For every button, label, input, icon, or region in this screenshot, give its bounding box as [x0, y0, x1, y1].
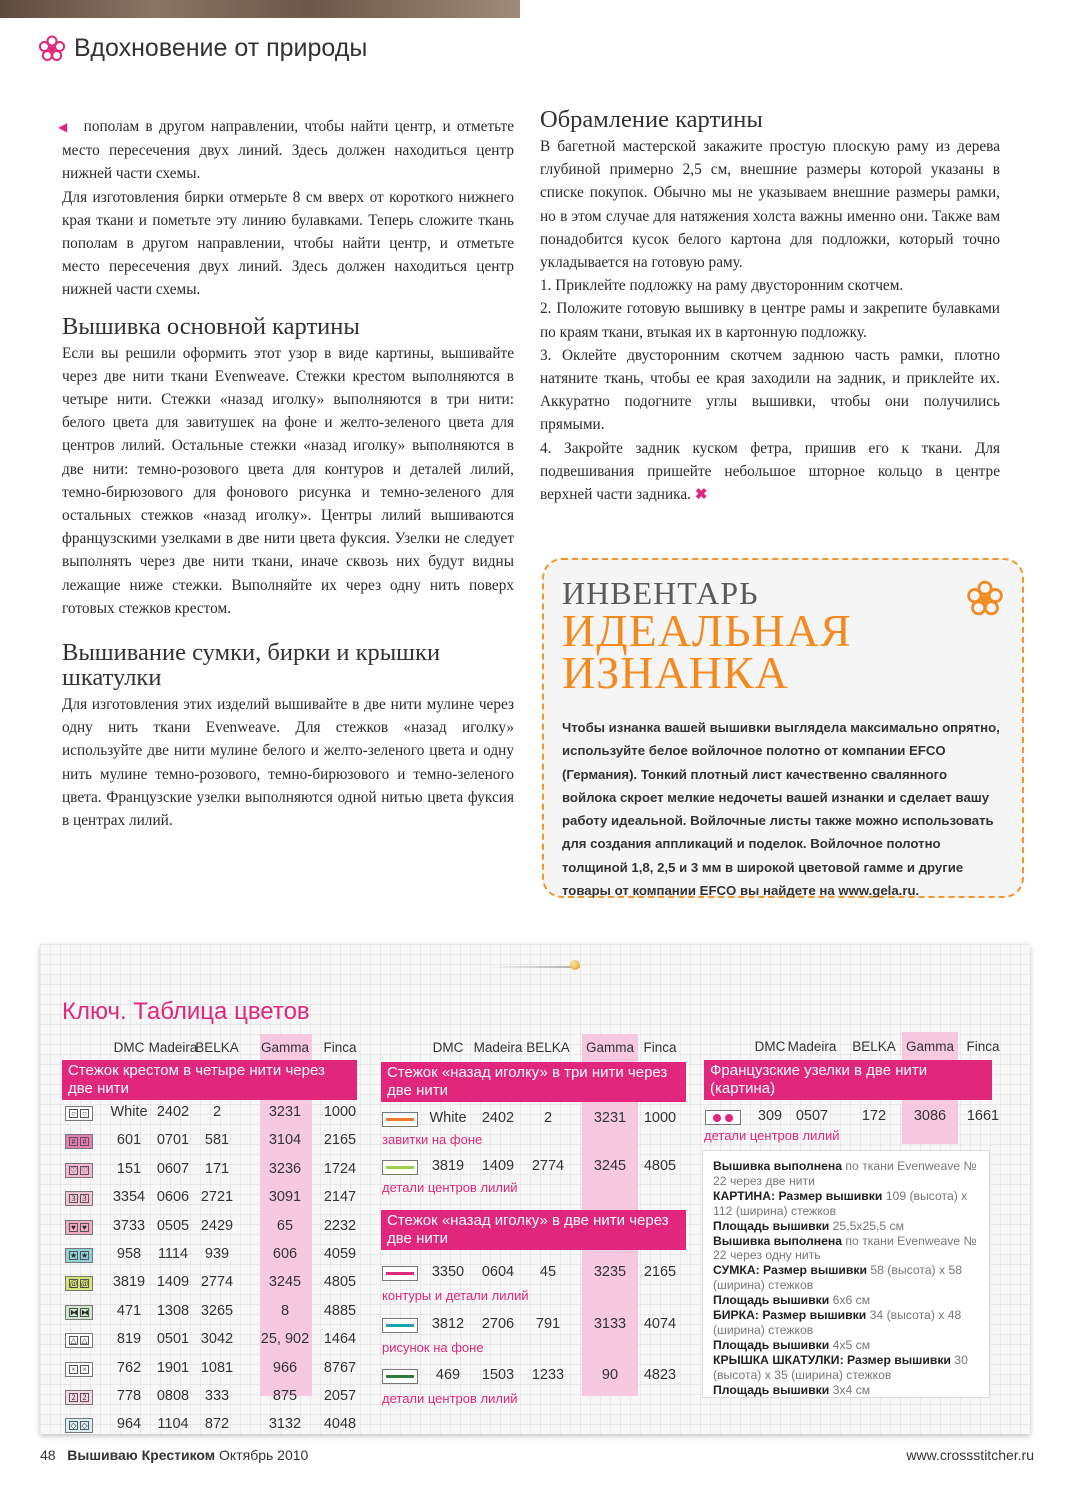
column-header-finca: Finca — [966, 1039, 1000, 1054]
paragraph-main-picture: Если вы решили оформить этот узор в виде картины, вышивайте через две нити ткани Evenweave. Стежки крестом выполняются в четыре нити. Стежки «назад иголку» выполняются в три нити: белого цвета для завитушек на фоне и желто-зеленого цвета для центров лилий. Остальные стежки «назад иголку» выполняются в две нити: темно-розового цвета для контуров и деталей лилий, темно-бирюзового для фонового рисунка и темно-зеленого для остальных стежков «назад иголку». Центры лилий вышиваются французскими узелками в две нити цвета фуксия. Узелки не следует выполнять через две нити ткани, иначе сквозь них будут видны лежащие ниже стежки. Выполняйте их через одну нить поверх готовых стежков крестом. — [62, 344, 514, 617]
cross-cell: 872 — [204, 1416, 230, 1433]
cross-cell: 3104 — [268, 1132, 302, 1149]
backstitch-cell: 0604 — [481, 1264, 515, 1280]
cross-cell: 8767 — [323, 1359, 357, 1376]
symbol-icon — [65, 1333, 93, 1348]
cross-cell: 4048 — [323, 1416, 357, 1433]
cross-stitch-header: Стежок крестом в четыре нити через две нити — [62, 1060, 357, 1100]
thread-line-icon — [382, 1318, 418, 1333]
symbol-icon — [65, 1220, 93, 1235]
column-header-gamma: Gamma — [905, 1039, 954, 1054]
symbol-glyph: 3 — [80, 1194, 89, 1203]
issue-date: Октябрь 2010 — [219, 1447, 309, 1463]
cross-cell: 3042 — [200, 1331, 234, 1348]
symbol-glyph: ★ — [70, 1251, 78, 1260]
symbol-glyph: ◇ — [70, 1421, 77, 1431]
french-cell: 1661 — [966, 1108, 1000, 1124]
symbol-glyph: 2 — [69, 1393, 78, 1402]
backstitch-cell: 4074 — [643, 1315, 677, 1332]
triangle-continue-icon: ◀ — [58, 120, 70, 134]
cross-cell: 0505 — [156, 1217, 190, 1234]
column-header-belka: BELKA — [526, 1040, 570, 1055]
symbol-icon — [65, 1362, 93, 1377]
backstitch-cell: 3819 — [431, 1158, 465, 1174]
section-title: Вдохновение от природы — [74, 34, 368, 62]
column-header-gamma: Gamma — [585, 1040, 634, 1055]
backstitch-cell: 3231 — [593, 1110, 627, 1126]
backstitch-3-header: Стежок «назад иголку» в три нити через две нити — [381, 1062, 686, 1102]
symbol-icon — [65, 1106, 93, 1121]
symbol-glyph: ⧓ — [70, 1307, 78, 1317]
column-header-madeira: Madeira — [148, 1040, 198, 1055]
column-header-finca: Finca — [323, 1040, 357, 1055]
backstitch-cell: 2165 — [643, 1264, 677, 1280]
section-header — [38, 34, 367, 63]
backstitch-cell: 3812 — [431, 1315, 465, 1332]
column-header-gamma: Gamma — [260, 1040, 309, 1055]
cross-cell: 3819 — [112, 1274, 146, 1291]
key-title: Ключ. Таблица цветов — [62, 998, 310, 1025]
cross-cell: 3236 — [268, 1160, 302, 1177]
usage-note: рисунок на фоне — [382, 1339, 484, 1355]
backstitch-cell: 1233 — [531, 1367, 565, 1383]
symbol-icon — [65, 1305, 93, 1320]
cross-cell: 0701 — [156, 1132, 190, 1149]
step-2: 2. Положите готовую вышивку в центре рамы и закрепите булавками по краям ткани, втыкая их в картонную подложку. — [540, 300, 1000, 341]
cross-cell: 2057 — [323, 1388, 357, 1404]
cross-cell: 0808 — [156, 1388, 190, 1404]
step-1: 1. Приклейте подложку на раму двусторонним скотчем. — [540, 277, 904, 295]
backstitch-cell: 2402 — [481, 1110, 515, 1126]
cross-cell: 581 — [204, 1132, 230, 1149]
cross-cell: 2 — [212, 1104, 222, 1120]
inventory-kicker: ИНВЕНТАРЬ — [562, 575, 759, 611]
paragraph-framing: В багетной мастерской закажите простую плоскую раму из дерева глубиной примерно 2,5 см, внешние размеры которой указаны в списке покупок. Обычно мы не указываем внешние размеры рамки, но в этом случае для натяжения холста важны именно они. Также вам понадобится кусок белого картона для подложки, который точно укладывается на готовую раму. — [540, 138, 1000, 272]
thread-line — [386, 1118, 414, 1121]
cross-cell: 0606 — [156, 1189, 190, 1206]
cross-cell: 2165 — [323, 1132, 357, 1149]
cross-cell: 1308 — [156, 1302, 190, 1319]
cross-cell: 8 — [280, 1302, 290, 1319]
thread-line-icon — [382, 1266, 418, 1281]
cross-cell: 966 — [272, 1359, 298, 1376]
backstitch-cell: 4823 — [643, 1367, 677, 1383]
symbol-icon — [65, 1248, 93, 1263]
usage-note: завитки на фоне — [382, 1132, 483, 1147]
symbol-glyph: ★ — [81, 1251, 89, 1260]
cross-cell: 4805 — [323, 1274, 357, 1291]
cross-cell: 25, 902 — [260, 1331, 310, 1348]
cross-end-icon: ✖ — [694, 487, 708, 504]
pin-icon — [490, 966, 580, 968]
cross-cell: 333 — [204, 1388, 230, 1404]
usage-note: контуры и детали лилий — [382, 1288, 529, 1303]
symbol-glyph: ◇ — [81, 1421, 88, 1431]
symbol-glyph: ♥ — [69, 1223, 78, 1232]
backstitch-cell: 2706 — [481, 1315, 515, 1332]
backstitch-cell: 3350 — [431, 1264, 465, 1280]
column-header-dmc: DMC — [754, 1039, 786, 1054]
cross-cell: 1081 — [200, 1359, 234, 1376]
symbol-icon — [65, 1418, 93, 1433]
symbol-glyph: 3 — [69, 1194, 78, 1203]
backstitch-cell: 3235 — [593, 1264, 627, 1280]
french-cell: 0507 — [795, 1108, 829, 1124]
heading-bag: Вышивание сумки, бирки и крышки шкатулки — [62, 639, 441, 692]
inventory-box — [542, 558, 1024, 898]
thread-line-icon — [382, 1112, 418, 1127]
cross-cell: 601 — [116, 1132, 142, 1149]
cross-cell: 2402 — [156, 1104, 190, 1120]
right-column — [540, 107, 1000, 507]
paragraph-continued: ◀ пополам в другом направлении, чтобы найти центр, и отметьте место пересечения двух линий. Здесь должен находиться центр нижней части схемы. — [58, 118, 515, 183]
cross-cell: 3132 — [268, 1416, 302, 1433]
symbol-glyph: @ — [70, 1279, 78, 1289]
cross-cell: 964 — [116, 1416, 142, 1433]
backstitch-cell: 1503 — [481, 1367, 515, 1383]
backstitch-cell: 45 — [539, 1264, 557, 1280]
usage-note: детали центров лилий — [382, 1180, 518, 1195]
cross-cell: 1104 — [157, 1416, 189, 1433]
inventory-body: Чтобы изнанка вашей вышивки выглядела максимально опрятно, используйте белое войлочное полотно от компании EFCO (Германия). Тонкий плотный лист качественно свалянного войлока скроет мелкие недочеты вашей изнанки и сделает вашу работу идеальной. Войлочные листы также можно использовать для создания аппликаций и поделок. Войлочное полотно толщиной 1,8, 2,5 и 3 мм в широкой цветовой гамме и другие товары от компании EFCO вы найдете на www.gela.ru. — [562, 720, 1000, 899]
symbol-glyph: ○ — [80, 1109, 89, 1118]
symbol-glyph: ♥ — [80, 1223, 89, 1232]
cross-cell: 151 — [116, 1160, 142, 1177]
inventory-title-1: ИДЕАЛЬНАЯ — [562, 605, 852, 656]
cross-cell: 0501 — [156, 1331, 190, 1348]
backstitch-cell: 4805 — [643, 1158, 677, 1174]
cross-cell: 1409 — [156, 1274, 190, 1291]
usage-note: детали центров лилий — [382, 1391, 518, 1406]
cross-cell: 3091 — [268, 1189, 302, 1206]
paragraph-bag: Для изготовления этих изделий вышивайте в две нити мулине через одну нить ткани Evenweave. Для стежков «назад иголку» используйте две нити мулине белого и желто-зеленого цвета и одну нить мулине темно-розового, темно-бирюзового и темно-зеленого цвета. Французские узелки выполняются одной нитью цвета фуксия в центрах лилий. — [62, 696, 514, 830]
backstitch-cell: 2774 — [531, 1158, 565, 1174]
cross-cell: 1000 — [323, 1104, 357, 1120]
symbol-icon — [65, 1390, 93, 1405]
cross-cell: 3231 — [268, 1104, 302, 1120]
column-header-belka: BELKA — [852, 1039, 896, 1054]
thread-line — [386, 1166, 414, 1169]
backstitch-cell: White — [429, 1110, 467, 1126]
color-key-panel — [40, 944, 1030, 1434]
symbol-glyph: # — [80, 1137, 89, 1146]
paragraph-tag: Для изготовления бирки отмерьте 8 см вверх от короткого нижнего края ткани и пометьте эту линию булавками. Теперь сложите ткань пополам в другом направлении, чтобы найти центр, и отметьте место пересечения двух линий. Здесь должен находиться центр нижней части схемы. — [62, 188, 514, 299]
symbol-icon — [65, 1276, 93, 1291]
header-photo-strip — [0, 0, 520, 18]
symbol-glyph: ○ — [69, 1109, 78, 1118]
step-4: 4. Закройте задник куском фетра, пришив его к ткани. Для подвешивания пришейте небольшое шторное кольцо в центре верхней части задника. ✖ — [540, 439, 1000, 504]
french-knot-icon — [705, 1110, 741, 1125]
inventory-title-2: ИЗНАНКА — [562, 647, 789, 698]
thread-line-icon — [382, 1160, 418, 1175]
cross-cell: 3733 — [112, 1217, 146, 1234]
cross-cell: 958 — [116, 1246, 142, 1262]
backstitch-cell: 90 — [601, 1367, 619, 1383]
heading-framing: Обрамление картины — [540, 106, 763, 133]
symbol-glyph: ⧓ — [81, 1307, 89, 1317]
symbol-glyph: × — [80, 1365, 89, 1374]
thread-line — [386, 1272, 414, 1275]
backstitch-cell: 2 — [543, 1110, 553, 1126]
cross-cell: 875 — [272, 1388, 298, 1404]
left-column — [58, 115, 515, 832]
cross-cell: 0607 — [156, 1160, 190, 1177]
cross-cell: 2147 — [323, 1189, 357, 1206]
footer-site[interactable]: www.crossstitcher.ru — [906, 1447, 1034, 1463]
cross-cell: 819 — [116, 1331, 142, 1348]
flower-icon — [38, 35, 66, 63]
page-number: 48 — [40, 1447, 56, 1463]
magazine-name: Вышиваю Крестиком — [67, 1447, 216, 1463]
symbol-glyph: # — [69, 1137, 78, 1146]
symbol-icon — [65, 1191, 93, 1206]
symbol-glyph: ♡ — [70, 1165, 78, 1175]
pin-head — [570, 960, 580, 970]
cross-cell: 2774 — [200, 1274, 234, 1291]
column-header-finca: Finca — [643, 1040, 677, 1055]
cross-cell: 3265 — [200, 1302, 234, 1319]
footer-left — [40, 1447, 308, 1463]
symbol-glyph: × — [69, 1365, 78, 1374]
knot-dot — [713, 1114, 721, 1122]
symbol-glyph: ♡ — [81, 1165, 89, 1175]
cross-cell: 939 — [204, 1246, 230, 1262]
symbol-glyph: △ — [81, 1336, 88, 1346]
cross-cell: 4059 — [323, 1246, 357, 1262]
thread-line — [386, 1375, 414, 1378]
cross-cell: 778 — [116, 1388, 142, 1404]
symbol-glyph: @ — [81, 1279, 89, 1289]
cross-cell: 2721 — [200, 1189, 234, 1206]
column-header-belka: BELKA — [195, 1040, 239, 1055]
cross-cell: White — [110, 1104, 148, 1120]
backstitch-2-header: Стежок «назад иголку» в две нити через две нити — [381, 1210, 686, 1250]
column-header-madeira: Madeira — [787, 1039, 837, 1054]
french-cell: 3086 — [913, 1108, 947, 1124]
cross-cell: 606 — [272, 1246, 298, 1262]
symbol-icon — [65, 1134, 93, 1149]
thread-line-icon — [382, 1369, 418, 1384]
backstitch-cell: 1000 — [643, 1110, 677, 1126]
knot-dot — [725, 1114, 733, 1122]
cross-cell: 471 — [116, 1302, 142, 1319]
cross-cell: 2232 — [323, 1217, 357, 1234]
cross-cell: 1464 — [323, 1331, 357, 1348]
cross-cell: 1724 — [323, 1160, 357, 1177]
step-3: 3. Оклейте двусторонним скотчем заднюю часть рамки, плотно натяните ткань, чтобы ее края заходили на задник, и приклейте их. Аккуратно подогните углы вышивки, чтобы они получились прямыми. — [540, 346, 1000, 434]
french-knots-header: Французские узелки в две нити (картина) — [704, 1060, 992, 1100]
backstitch-cell: 791 — [535, 1315, 561, 1332]
cross-cell: 3354 — [112, 1189, 146, 1206]
column-header-madeira: Madeira — [473, 1040, 523, 1055]
cross-cell: 762 — [116, 1359, 142, 1376]
cross-cell: 1901 — [156, 1359, 190, 1376]
symbol-glyph: △ — [70, 1336, 77, 1346]
stitch-info-box: Вышивка выполнена по ткани Evenweave № 22 через две нити КАРТИНА: Размер вышивки 109 (высота) х 112 (ширина) стежков Площадь вышивки 25,5х25,5 см Вышивка выполнена по ткани Evenweave № 22 через одну нить СУМКА: Размер вышивки 58 (высота) х 58 (ширина) стежков Площадь вышивки 6х6 см БИРКА: Размер вышивки 34 (высота) х 48 (ширина) стежков Площадь вышивки 4х5 см КРЫШКА ШКАТУЛКИ: Размер вышивки 30 (высота) х 35 (ширина) стежков Площадь вышивки 3х4 см — [702, 1150, 990, 1398]
column-header-dmc: DMC — [432, 1040, 464, 1055]
heading-main-picture: Вышивка основной картины — [62, 312, 360, 340]
cross-cell: 2429 — [200, 1217, 234, 1234]
column-header-dmc: DMC — [113, 1040, 145, 1055]
symbol-glyph: 2 — [80, 1393, 89, 1402]
cross-cell: 4885 — [323, 1302, 357, 1319]
symbol-icon — [65, 1163, 93, 1178]
flower-icon — [966, 580, 1004, 618]
cross-cell: 65 — [276, 1217, 294, 1234]
french-cell: 172 — [861, 1108, 887, 1124]
backstitch-cell: 3245 — [593, 1158, 627, 1174]
backstitch-cell: 3133 — [593, 1315, 627, 1332]
thread-line — [386, 1324, 414, 1327]
backstitch-cell: 1409 — [481, 1158, 515, 1174]
cross-cell: 1114 — [157, 1246, 189, 1262]
backstitch-cell: 469 — [435, 1367, 461, 1383]
cross-cell: 3245 — [268, 1274, 302, 1291]
usage-note: детали центров лилий — [704, 1128, 840, 1143]
cross-cell: 171 — [204, 1160, 230, 1177]
french-cell: 309 — [757, 1108, 783, 1124]
